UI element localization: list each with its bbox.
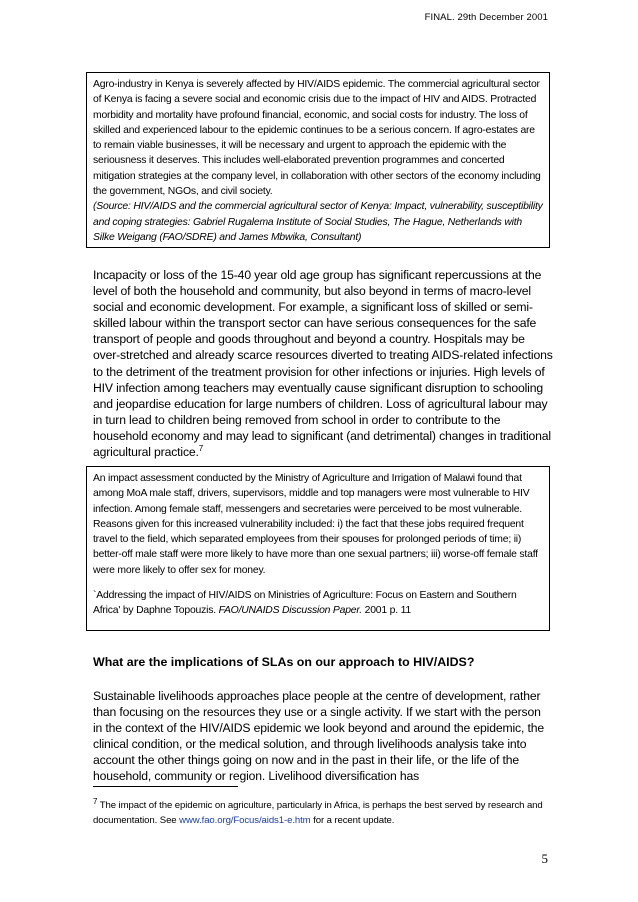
kenya-case-source: (Source: HIV/AIDS and the commercial agricultural sector of Kenya: Impact, vulnerability, susceptibility and coping strategies: Gabriel Rugalema Institute of Social Studies, The Hague, Netherlands with Silke Weigang (FAO/SDRE) and James Mbwika, Consultant) <box>93 201 543 243</box>
section-heading: What are the implications of SLAs on our approach to HIV/AIDS? <box>93 655 475 669</box>
footnote-suffix: for a recent update. <box>310 815 395 826</box>
malawi-case-box <box>86 466 550 631</box>
footnote-divider <box>93 786 238 787</box>
malawi-case-reference <box>93 588 543 619</box>
malawi-reference-prefix: `Addressing the impact of HIV/AIDS on Ministries of Agriculture: Focus on Eastern and Southern Africa' by Daphne Topouzis. <box>93 590 517 617</box>
malawi-reference-suffix: 2001 p. 11 <box>361 605 411 617</box>
malawi-case-body: An impact assessment conducted by the Ministry of Agriculture and Irrigation of Malawi found that among MoA male staff, drivers, supervisors, middle and top managers were most vulnerable to HIV infection. Among female staff, messengers and secretaries were perceived to be most vulnerable. Reasons given for this increased vulnerability included: i) the fact that these jobs required frequent travel to the field, which separated employees from their spouses for prolonged periods of time; ii) better-off male staff were more likely to have more than one sexual partners; iii) worse-off female staff were more likely to offer sex for money. <box>93 473 538 576</box>
footnote-text: The impact of the epidemic on agriculture, particularly in Africa, is perhaps the best served by research and documentation. See <box>93 800 543 826</box>
footnote-marker: 7 <box>93 796 98 806</box>
page-header: FINAL. 29th December 2001 <box>424 12 548 23</box>
malawi-reference-italic: FAO/UNAIDS Discussion Paper. <box>218 605 362 617</box>
page-number: 5 <box>541 851 548 866</box>
impact-paragraph <box>93 267 553 460</box>
impact-paragraph-text: Incapacity or loss of the 15-40 year old age group has significant repercussions at the level of both the household and community, but also beyond in terms of macro-level social and economic development. For example, a significant loss of skilled or semi-skilled labour within the transport sector can have serious consequences for the safe transport of people and goods throughout and beyond a country. Hospitals may be over-stretched and already scarce resources diverted to treating AIDS-related infections to the detriment of the treatment provision for other infections or injuries. High levels of HIV infection among teachers may eventually cause significant disruption to schooling and jeopardise education for large numbers of children. Loss of agricultural labour may in turn lead to children being removed from school in order to contribute to the household economy and may lead to significant (and detrimental) changes in traditional agricultural practice. <box>93 268 553 460</box>
sla-paragraph: Sustainable livelihoods approaches place people at the centre of development, rather than focusing on the resources they use or a single activity. If we start with the person in the context of the HIV/AIDS epidemic we look beyond and around the epidemic, the clinical condition, or the medical solution, and through livelihoods analysis take into account the other things going on now and in the past in their life, or the life of the household, community or region. Livelihood diversification has <box>93 689 544 784</box>
footnote-7 <box>93 798 553 828</box>
footnote-ref-7[interactable]: 7 <box>198 443 204 453</box>
footnote-link[interactable]: www.fao.org/Focus/aids1-e.htm <box>179 815 311 826</box>
kenya-case-box <box>86 72 550 248</box>
kenya-case-body: Agro-industry in Kenya is severely affected by HIV/AIDS epidemic. The commercial agricultural sector of Kenya is facing a severe social and economic crisis due to the impact of HIV and AIDS. Protracted morbidity and mortality have profound financial, economic, and social costs for industry. The loss of skilled and experienced labour to the epidemic continues to be a serious concern. If agro-estates are to remain viable businesses, it will be necessary and urgent to approach the epidemic with the seriousness it deserves. This includes well-elaborated prevention programmes and concerted mitigation strategies at the company level, in collaboration with other sectors of the economy including the government, NGOs, and civil society. <box>93 79 541 198</box>
